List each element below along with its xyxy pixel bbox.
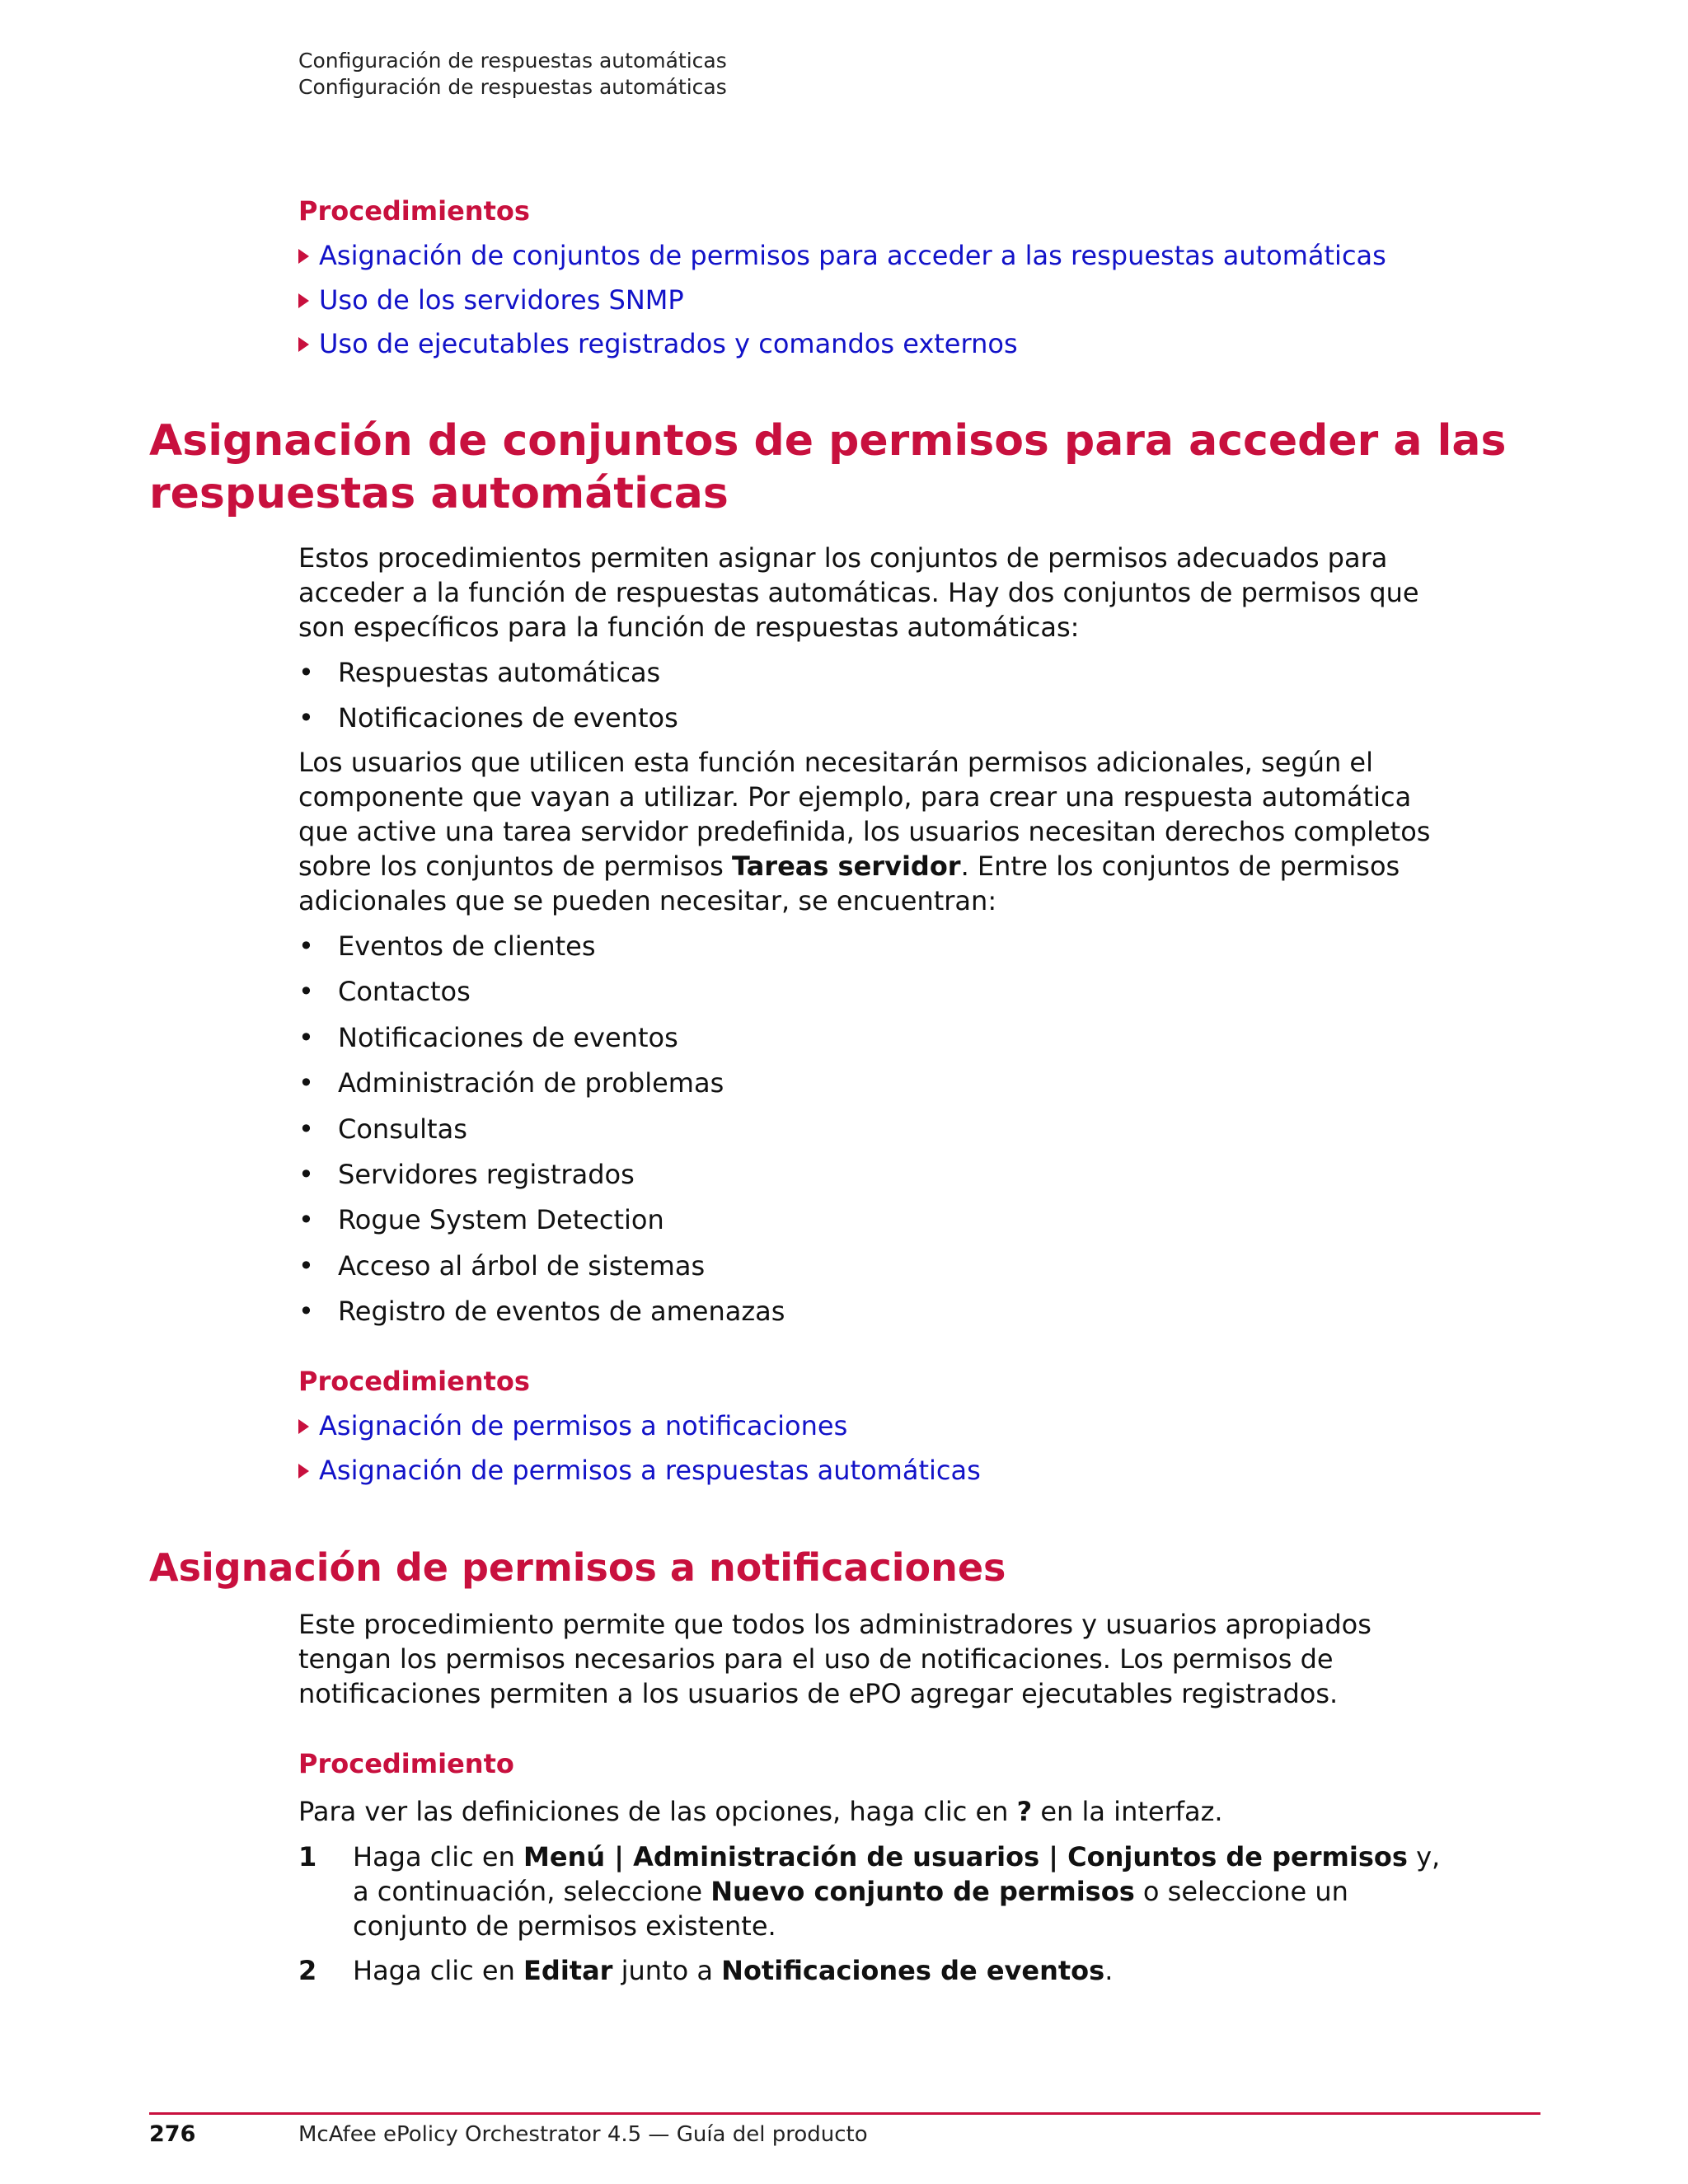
running-header-line-2: Configuración de respuestas automáticas bbox=[298, 75, 727, 99]
bullet-list-2 bbox=[298, 930, 785, 1341]
list-item: • Servidores registrados bbox=[298, 1158, 635, 1190]
list-item: • Administración de problemas bbox=[298, 1067, 724, 1099]
procedure-link[interactable]: Uso de ejecutables registrados y comandos externos bbox=[298, 327, 1386, 372]
list-item: • Registro de eventos de amenazas bbox=[298, 1296, 785, 1328]
list-item: • Notificaciones de eventos bbox=[298, 1021, 678, 1053]
list-item: • Notificaciones de eventos bbox=[298, 702, 678, 734]
step-number: 1 bbox=[298, 1841, 317, 1872]
section-1-paragraph-2: Los usuarios que utilicen esta función necesitarán permisos adicionales, según el componente que vayan a utilizar. Por ejemplo, para crear una respuesta automática que active una tarea servidor predefinida, los usuarios necesitan derechos completos sobre los conjuntos de permisos Tareas servidor. Entre los conjuntos de permisos adicionales que se pueden necesitar, se encuentran: bbox=[298, 747, 1431, 916]
bold-term: Tareas servidor bbox=[731, 851, 961, 882]
triangle-bullet-icon bbox=[298, 1464, 309, 1479]
help-note: Para ver las definiciones de las opciones, haga clic en ? en la interfaz. bbox=[298, 1796, 1223, 1827]
list-item: • Respuestas automáticas bbox=[298, 657, 661, 688]
help-icon-label: ? bbox=[1016, 1796, 1033, 1827]
step-number: 2 bbox=[298, 1955, 317, 1986]
procedure-link[interactable]: Asignación de permisos a notificaciones bbox=[298, 1409, 981, 1454]
triangle-bullet-icon bbox=[298, 293, 309, 308]
list-item: • Contactos bbox=[298, 976, 471, 1008]
step-item bbox=[298, 1953, 1452, 1988]
triangle-bullet-icon bbox=[298, 1419, 309, 1434]
procedure-steps bbox=[298, 1840, 1452, 1998]
step-item bbox=[298, 1840, 1452, 1943]
procedures-link-list-1 bbox=[298, 239, 1386, 372]
procedures-link-list-2 bbox=[298, 1409, 981, 1497]
footer-title: McAfee ePolicy Orchestrator 4.5 — Guía del producto bbox=[298, 2122, 868, 2147]
section-title-2: Asignación de permisos a notificaciones bbox=[149, 1545, 1006, 1590]
footer-divider bbox=[149, 2112, 1540, 2115]
list-item: • Eventos de clientes bbox=[298, 930, 596, 962]
running-header-line-1: Configuración de respuestas automáticas bbox=[298, 49, 727, 73]
section-2-intro: Este procedimiento permite que todos los administradores y usuarios apropiados tengan los permisos necesarios para el uso de notificaciones. Los permisos de notificaciones permiten a los usuarios de ePO agregar ejecutables registrados. bbox=[298, 1609, 1372, 1709]
procedure-link[interactable]: Uso de los servidores SNMP bbox=[298, 284, 1386, 328]
triangle-bullet-icon bbox=[298, 337, 309, 352]
triangle-bullet-icon bbox=[298, 249, 309, 264]
section-1-intro: Estos procedimientos permiten asignar los conjuntos de permisos adecuados para acceder a la función de respuestas automáticas. Hay dos conjuntos de permisos que son específicos para la función de respuestas automáticas: bbox=[298, 542, 1419, 643]
page-number: 276 bbox=[149, 2121, 196, 2147]
step-text: Haga clic en Menú | Administración de usuarios | Conjuntos de permisos y, a continuación, seleccione Nuevo conjunto de permisos o seleccione un conjunto de permisos existente. bbox=[353, 1841, 1441, 1942]
step-text: Haga clic en Editar junto a Notificaciones de eventos. bbox=[353, 1955, 1114, 1986]
running-header bbox=[298, 48, 727, 101]
bullet-list-1 bbox=[298, 656, 678, 748]
list-item: • Acceso al árbol de sistemas bbox=[298, 1249, 706, 1282]
procedures-heading-1: Procedimientos bbox=[298, 195, 530, 227]
procedure-heading: Procedimiento bbox=[298, 1748, 514, 1779]
list-item: • Consultas bbox=[298, 1113, 467, 1145]
procedure-link[interactable]: Asignación de permisos a respuestas automáticas bbox=[298, 1454, 981, 1498]
procedures-heading-2: Procedimientos bbox=[298, 1366, 530, 1397]
list-item: • Rogue System Detection bbox=[298, 1204, 664, 1236]
section-title-1: Asignación de conjuntos de permisos para acceder a las respuestas automáticas bbox=[149, 416, 1507, 518]
procedure-link[interactable]: Asignación de conjuntos de permisos para acceder a las respuestas automáticas bbox=[298, 239, 1386, 284]
